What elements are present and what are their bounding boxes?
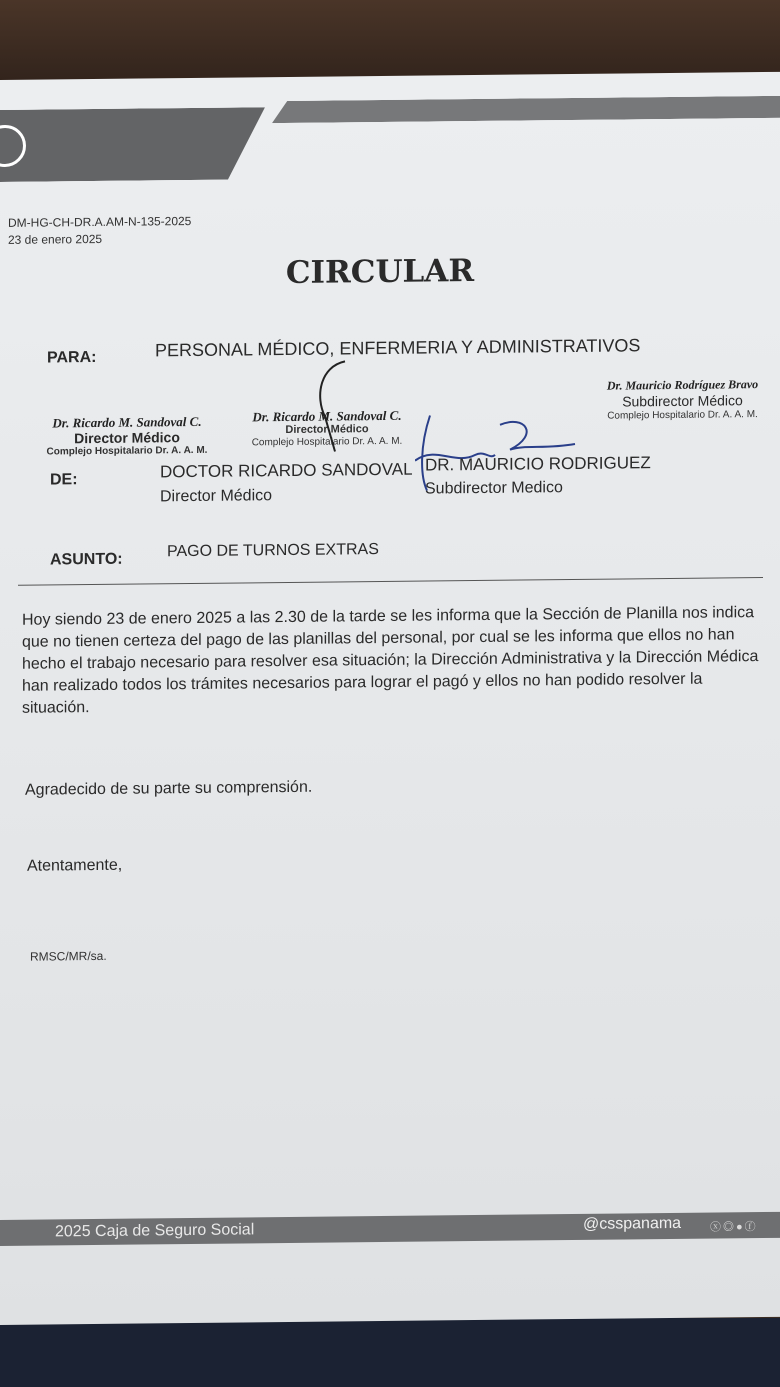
- instagram-icon: ◎: [723, 1221, 736, 1234]
- document-reference: [8, 213, 191, 249]
- facebook-icon: ⓕ: [744, 1221, 758, 1234]
- sender2-role: Subdirector Medico: [425, 479, 563, 498]
- document-page: [0, 72, 780, 1325]
- sender1-role: Director Médico: [160, 487, 273, 506]
- stamp-name: Dr. Ricardo M. Sandoval C.: [252, 407, 402, 425]
- de-label: DE:: [50, 471, 78, 489]
- asunto-value: PAGO DE TURNOS EXTRAS: [167, 541, 379, 561]
- header-band-thin: [272, 96, 780, 123]
- stamp-org: Complejo Hospitalario Dr. A. A. M.: [251, 435, 403, 449]
- stamp-subdirector: [590, 377, 775, 423]
- thanks-line: Agradecido de su parte su comprensión.: [25, 778, 313, 799]
- footer-handle: @csspanama: [583, 1214, 682, 1233]
- body-paragraph: Hoy siendo 23 de enero 2025 a las 2.30 de la tarde se les informa que la Sección de Planilla nos indica que no tienen certeza del pago de las planillas del personal, por cual se les informa que ellos no han hecho el trabajo necesario para resolver esa situación; la Dirección Administrativa y la Dirección Médica han realizado todos los trámites necesarios para lograr el pagó y ellos no han podido resolver la situación.: [22, 604, 759, 717]
- stamp-org: Complejo Hospitalario Dr. A. A. M.: [46, 444, 208, 458]
- document-title: CIRCULAR: [285, 253, 475, 292]
- stamp-name: Dr. Mauricio Rodríguez Bravo: [606, 377, 759, 393]
- sender1-name: DOCTOR RICARDO SANDOVAL: [160, 459, 413, 482]
- sender2-name: DR. MAURICIO RODRIGUEZ: [425, 453, 651, 475]
- para-value: PERSONAL MÉDICO, ENFERMERIA Y ADMINISTRATIVOS: [155, 335, 641, 361]
- initials: RMSC/MR/sa.: [30, 948, 107, 964]
- reference-number: DM-HG-CH-DR.A.AM-N-135-2025: [8, 213, 192, 230]
- stamp-role: Director Médico: [74, 429, 180, 447]
- divider: [18, 577, 763, 586]
- stamp-name: Dr. Ricardo M. Sandoval C.: [52, 413, 202, 431]
- signature-director: [300, 356, 380, 457]
- footer-copyright: 2025 Caja de Seguro Social: [55, 1221, 255, 1241]
- desk-background-bottom: [0, 1318, 780, 1387]
- header-band: [0, 107, 265, 182]
- stamp-role: Director Médico: [285, 423, 369, 437]
- youtube-icon: ●: [736, 1221, 745, 1234]
- stamp-director-1: [28, 414, 226, 459]
- closing-line: Atentamente,: [27, 856, 123, 875]
- footer-band: [0, 1212, 780, 1246]
- asunto-label: ASUNTO:: [50, 550, 123, 569]
- document-date: 23 de enero 2025: [8, 231, 103, 247]
- stamp-role: Subdirector Médico: [622, 392, 743, 410]
- stamp-org: Complejo Hospitalario Dr. A. A. M.: [607, 409, 758, 422]
- para-label: PARA:: [47, 348, 97, 367]
- x-icon: ⓧ: [710, 1221, 723, 1234]
